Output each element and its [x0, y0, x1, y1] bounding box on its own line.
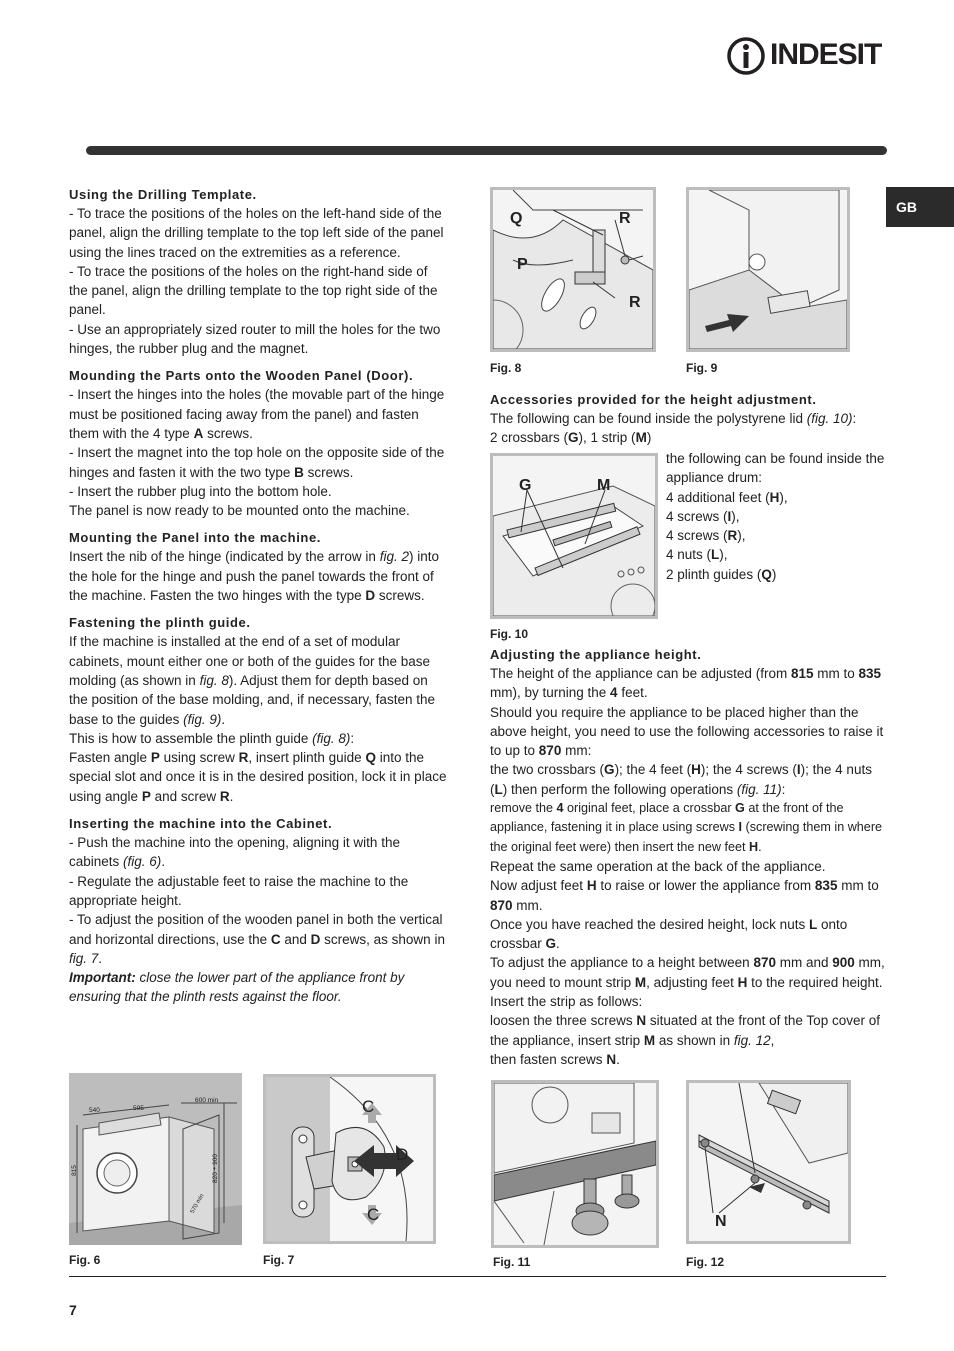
accessories-illustration	[493, 456, 655, 616]
drum-accessories-list	[666, 449, 886, 584]
paragraph: loosen the three screws N situated at the front of the Top cover of the appliance, insert strip M as shown in fig. 12, then fasten screws N.	[490, 1013, 880, 1067]
paragraph: - Insert the magnet into the top hole on the opposite side of the hinges and fasten it with the two type B screws.	[69, 445, 445, 480]
fig6-dim-570: 570 min	[189, 1193, 206, 1215]
list-item: 4 screws (R),	[666, 528, 746, 544]
paragraph: This is how to assemble the plinth guide (fig. 8):	[69, 730, 355, 746]
list-item: 4 screws (I),	[666, 508, 740, 524]
paragraph: - Regulate the adjustable feet to raise the machine to the appropriate height.	[69, 873, 409, 908]
fig6-dim-595: 595	[133, 1105, 144, 1112]
page-number: 7	[69, 1302, 77, 1318]
important-note: Important: close the lower part of the appliance front by ensuring that the plinth rests against the floor.	[69, 970, 405, 1005]
fig12-caption: Fig. 12	[686, 1255, 725, 1269]
section-height-adjustment	[490, 645, 885, 1069]
fig6-dim-600: 600 min	[195, 1097, 219, 1104]
figure-9	[686, 187, 850, 352]
figure-8	[490, 187, 656, 352]
crossbar-feet-illustration	[494, 1083, 656, 1245]
brand-name: INDESIT	[770, 38, 882, 71]
section-mounding	[69, 366, 447, 520]
section-title: Mounting the Panel into the machine.	[69, 530, 321, 546]
footer-rule	[69, 1276, 886, 1277]
paragraph: Should you require the appliance to be placed higher than the above height, you need to use the following accessories to raise it to up to 870 mm:	[490, 704, 884, 759]
paragraph: - Insert the rubber plug into the bottom hole.	[69, 483, 332, 499]
fig10-label-g: G	[519, 477, 532, 494]
header-bar	[86, 146, 887, 155]
section-title: Fastening the plinth guide.	[69, 615, 251, 631]
fig6-dim-815: 815	[70, 1165, 78, 1176]
paragraph: - To adjust the position of the wooden panel in both the vertical and horizontal directions, use the C and D screws, as shown in fig. 7.	[69, 912, 445, 966]
fig7-caption: Fig. 7	[263, 1253, 295, 1267]
paragraph: - Insert the hinges into the holes (the movable part of the hinge must be positioned facing away from the panel) and fasten them with the 4 type A screws.	[69, 387, 445, 441]
indesit-logo	[726, 36, 888, 76]
figure-11	[491, 1080, 659, 1248]
left-column	[69, 185, 447, 1015]
fig9-caption: Fig. 9	[686, 361, 718, 375]
paragraph: Now adjust feet H to raise or lower the appliance from 835 mm to 870 mm.	[490, 878, 879, 913]
plinth-fastening-illustration	[689, 190, 847, 349]
paragraph: the two crossbars (G); the 4 feet (H); the 4 screws (I); the 4 nuts (L) then perform the following operations (fig. 11):	[490, 762, 872, 797]
paragraph: Insert the nib of the hinge (indicated by the arrow in fig. 2) into the hole for the hinge and push the panel towards the front of the machine. Fasten the two hinges with the type D screws.	[69, 549, 439, 604]
paragraph: 2 crossbars (G), 1 strip (M)	[490, 430, 652, 446]
fig6-dim-540: 540	[89, 1107, 100, 1114]
fig8-label-r-top: R	[619, 210, 631, 227]
section-drilling	[69, 185, 447, 358]
section-title: Adjusting the appliance height.	[490, 647, 702, 662]
strip-mounting-illustration	[689, 1083, 848, 1241]
paragraph: To adjust the appliance to a height between 870 mm and 900 mm, you need to mount strip M, adjusting feet H to the required height.	[490, 955, 885, 990]
fig7-label-c-bottom: C	[367, 1205, 380, 1224]
section-title: Using the Drilling Template.	[69, 187, 257, 202]
fig11-caption: Fig. 11	[493, 1255, 531, 1269]
fig8-label-p: P	[517, 256, 528, 273]
section-inserting	[69, 814, 447, 1007]
fig8-caption: Fig. 8	[490, 361, 522, 375]
figure-10	[490, 453, 658, 619]
paragraph: Fasten angle P using screw R, insert plinth guide Q into the special slot and once it is in the desired position, lock it in place using angle P and screw R.	[69, 750, 447, 804]
paragraph: - Use an appropriately sized router to mill the holes for the two hinges, the rubber plug and the magnet.	[69, 321, 441, 357]
section-mounting-panel	[69, 528, 447, 605]
list-item: 4 nuts (L),	[666, 547, 728, 563]
fig10-caption: Fig. 10	[490, 627, 529, 641]
list-item: 2 plinth guides (Q)	[666, 566, 777, 582]
fig10-label-m: M	[597, 477, 611, 494]
brand-mark-icon	[726, 36, 766, 76]
figure-6	[69, 1073, 242, 1245]
paragraph: - To trace the positions of the holes on the left-hand side of the panel, align the drilling template to the top left side of the panel using the lines traced on the extremities as a reference.	[69, 206, 444, 260]
fig8-label-q: Q	[510, 210, 523, 227]
list-item: 4 additional feet (H),	[666, 489, 788, 505]
paragraph: The panel is now ready to be mounted onto the machine.	[69, 503, 410, 519]
paragraph: Insert the strip as follows:	[490, 994, 643, 1010]
fig7-label-d: D	[396, 1145, 409, 1164]
fig6-dim-820-900: 820 ÷ 900	[211, 1154, 219, 1183]
paragraph: Once you have reached the desired height, lock nuts L onto crossbar G.	[490, 916, 848, 952]
section-title: Accessories provided for the height adjustment.	[490, 392, 817, 407]
section-accessories	[490, 390, 885, 448]
paragraph: - To trace the positions of the holes on the right-hand side of the panel, align the drilling template to the top right side of the panel.	[69, 263, 438, 318]
paragraph: - Push the machine into the opening, aligning it with the cabinets (fig. 6).	[69, 835, 400, 870]
fig12-label-n: N	[715, 1213, 727, 1230]
paragraph: If the machine is installed at the end of a set of modular cabinets, mount either one or both of the guides for the base molding (as shown in fig. 8). Adjust them for depth based on the position of the base molding, and, if necessary, fasten the base to the guides (fig. 9).	[69, 634, 435, 727]
paragraph: remove the 4 original feet, place a crossbar G at the front of the appliance, fastening it in place using screws I (screwing them in where the original feet were) then insert the new feet H.	[490, 801, 883, 854]
fig7-label-c-top: C	[362, 1097, 375, 1116]
section-plinth-guide	[69, 613, 447, 806]
section-title: Mounding the Parts onto the Wooden Panel (Door).	[69, 368, 414, 384]
fig6-caption: Fig. 6	[69, 1253, 101, 1267]
paragraph: The following can be found inside the polystyrene lid (fig. 10):	[490, 411, 857, 426]
fig8-label-r-bottom: R	[629, 294, 641, 311]
figure-7	[263, 1074, 436, 1244]
paragraph: Repeat the same operation at the back of the appliance.	[490, 858, 826, 874]
list-intro: the following can be found inside the appliance drum:	[666, 451, 885, 486]
figure-12	[686, 1080, 851, 1244]
language-tab-label: GB	[896, 199, 917, 215]
section-title: Inserting the machine into the Cabinet.	[69, 816, 333, 832]
paragraph: The height of the appliance can be adjusted (from 815 mm to 835 mm), by turning the 4 feet.	[490, 666, 882, 701]
language-tab	[886, 187, 954, 227]
